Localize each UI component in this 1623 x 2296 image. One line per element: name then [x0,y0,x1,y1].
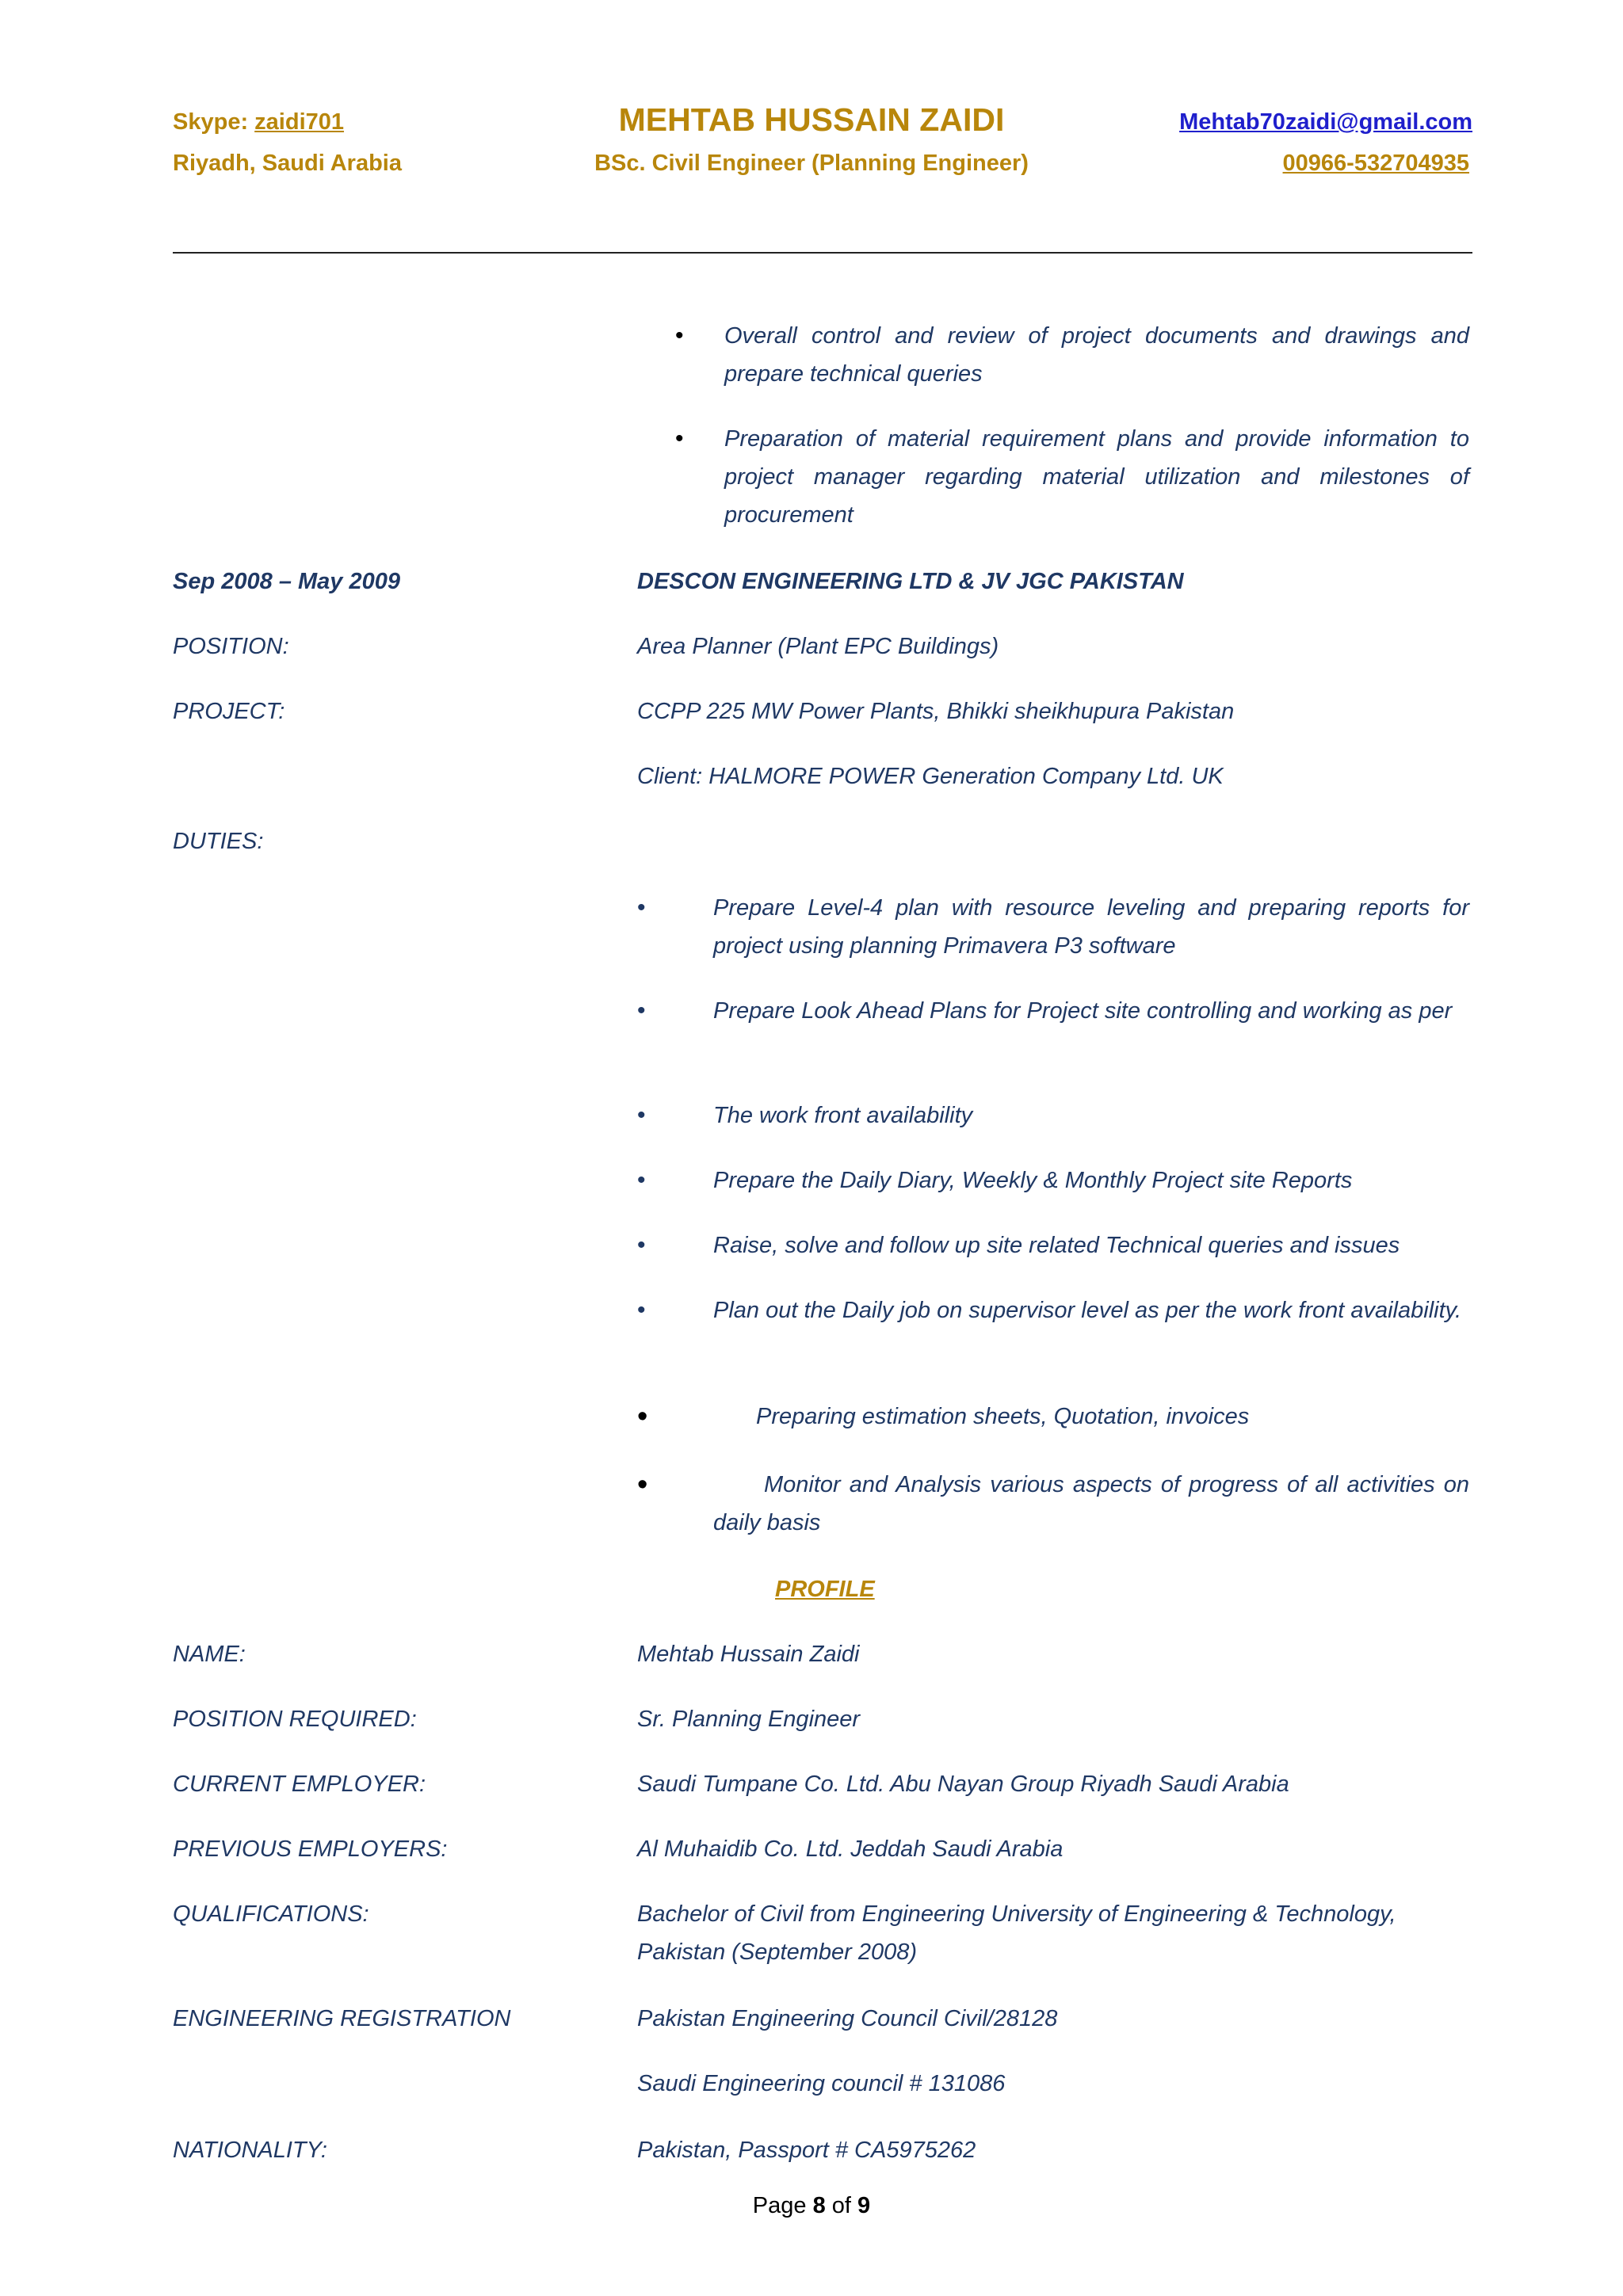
position-value: Area Planner (Plant EPC Buildings) [637,634,999,659]
profile-value: Saudi Tumpane Co. Ltd. Abu Nayan Group Riyadh Saudi Arabia [637,1772,1289,1797]
bullet-icon: • [637,1167,646,1193]
candidate-name: MEHTAB HUSSAIN ZAIDI [618,101,1005,138]
profile-label: CURRENT EMPLOYER: [173,1772,426,1797]
bullet-icon: • [637,1297,646,1323]
duties-label: DUTIES: [173,829,264,854]
profile-value: Pakistan, Passport # CA5975262 [637,2138,976,2163]
profile-value: Saudi Engineering council # 131086 [637,2071,1006,2096]
bullet-icon: • [637,1232,646,1258]
phone-line [1283,151,1469,177]
profile-label: PREVIOUS EMPLOYERS: [173,1836,448,1862]
client-value: Client: HALMORE POWER Generation Company Ltd. UK [637,764,1224,789]
page-number: 8 [812,2193,826,2218]
email-link[interactable]: Mehtab70zaidi@gmail.com [1179,109,1472,135]
project-label: PROJECT: [173,699,285,724]
profile-value: Bachelor of Civil from Engineering University of Engineering & Technology, Pakistan (September 2008) [637,1901,1396,1965]
duty-item: Prepare Look Ahead Plans for Project site controlling and working as per [713,998,1453,1024]
duty-item: Preparation of material requirement plans and provide information to project manager regarding material utilization and milestones of procurement [724,426,1469,528]
duty-item: Overall control and review of project documents and drawings and prepare technical queries [724,323,1469,387]
page-footer [0,2193,1623,2219]
header-divider [173,252,1472,254]
profile-label: NAME: [173,1642,246,1667]
page-word: Page [752,2193,807,2218]
duty-item: Monitor and Analysis various aspects of progress of all activities on daily basis [713,1472,1469,1535]
profile-label: NATIONALITY: [173,2138,327,2163]
profile-label: ENGINEERING REGISTRATION [173,2006,511,2031]
profile-label: QUALIFICATIONS: [173,1901,369,1927]
job-period: Sep 2008 – May 2009 [173,569,400,594]
phone-link[interactable]: 00966-532704935 [1282,151,1469,176]
bullet-icon: • [637,894,646,921]
email-line [1179,109,1472,135]
profile-heading: PROFILE [775,1577,875,1602]
duty-item: Prepare the Daily Diary, Weekly & Monthly Project site Reports [713,1168,1353,1193]
bullet-icon: • [637,1400,648,1433]
duty-item: Prepare Level-4 plan with resource leveling and preparing reports for project using planning Primavera P3 software [713,895,1469,959]
job-company: DESCON ENGINEERING LTD & JV JGC PAKISTAN [637,569,1184,594]
profile-label: POSITION REQUIRED: [173,1707,417,1732]
duty-item: Plan out the Daily job on supervisor level as per the work front availability. [713,1298,1462,1323]
skype-link[interactable]: zaidi701 [254,109,345,135]
page-total: 9 [857,2193,871,2218]
profile-value: Al Muhaidib Co. Ltd. Jeddah Saudi Arabia [637,1836,1064,1862]
duty-item: Raise, solve and follow up site related Technical queries and issues [713,1233,1400,1258]
bullet-icon: • [675,425,684,452]
location: Riyadh, Saudi Arabia [173,151,402,176]
profile-value: Sr. Planning Engineer [637,1707,861,1732]
candidate-title: BSc. Civil Engineer (Planning Engineer) [594,151,1029,176]
bullet-icon: • [637,1102,646,1128]
of-word: of [831,2193,851,2218]
bullet-icon: • [675,322,684,349]
bullet-icon: • [637,997,646,1024]
bullet-icon: • [637,1468,648,1501]
project-value: CCPP 225 MW Power Plants, Bhikki sheikhupura Pakistan [637,699,1235,724]
position-label: POSITION: [173,634,289,659]
duty-item: Preparing estimation sheets, Quotation, invoices [756,1404,1250,1429]
profile-value: Mehtab Hussain Zaidi [637,1642,860,1667]
duty-item: The work front availability [713,1103,973,1128]
skype-label: Skype: [173,109,249,135]
profile-value: Pakistan Engineering Council Civil/28128 [637,2006,1058,2031]
